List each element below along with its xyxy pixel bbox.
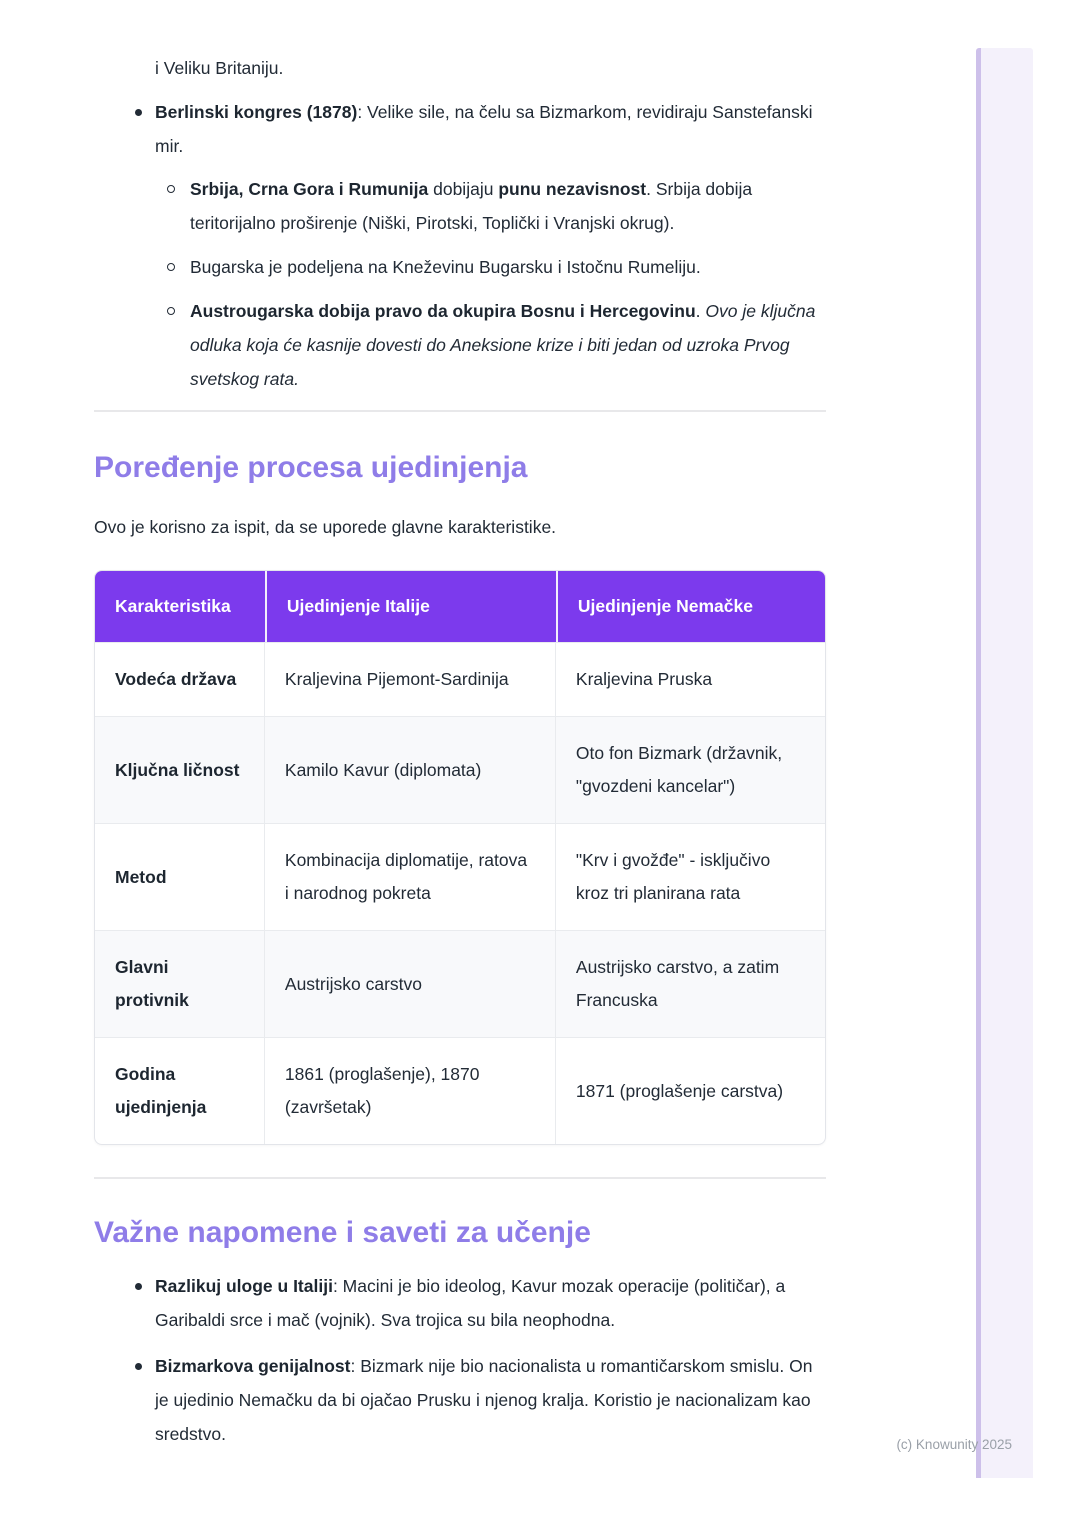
comparison-table (94, 570, 826, 1145)
comparison-intro: Ovo je korisno za ispit, da se uporede glavne karakteristike. (94, 517, 557, 537)
table-row (95, 716, 825, 823)
list-item (155, 294, 826, 396)
italy-cell: Kraljevina Pijemont-Sardinija (265, 642, 556, 716)
row-label-cell: Vodeća država (95, 642, 265, 716)
row-label-cell: Ključna ličnost (95, 716, 265, 823)
section-divider (94, 410, 826, 412)
list-item (94, 1269, 826, 1337)
row-label-cell: Glavni protivnik (95, 930, 265, 1037)
comparison-heading: Poređenje procesa ujedinjenja (94, 451, 528, 484)
continuation-text: i Veliku Britaniju. (155, 58, 284, 78)
germany-cell: Oto fon Bizmark (državnik, "gvozdeni kancelar") (556, 716, 825, 823)
congress-sublist (155, 172, 826, 396)
list-item (94, 95, 826, 396)
italy-cell: 1861 (proglašenje), 1870 (završetak) (265, 1037, 556, 1144)
table-header-cell: Ujedinjenje Nemačke (556, 571, 825, 642)
italy-cell: Kombinacija diplomatije, ratova i narodnog pokreta (265, 823, 556, 930)
section-divider (94, 1177, 826, 1179)
list-item (155, 250, 826, 284)
italy-cell: Austrijsko carstvo (265, 930, 556, 1037)
table-row (95, 642, 825, 716)
table-row (95, 930, 825, 1037)
page-content (94, 0, 826, 1463)
table-row (95, 1037, 825, 1144)
table-header-row (95, 571, 825, 642)
table-header-cell: Ujedinjenje Italije (265, 571, 556, 642)
row-label-cell: Metod (95, 823, 265, 930)
list-item-text: Srbija, Crna Gora i Rumunija dobijaju punu nezavisnost. Srbija dobija teritorijalno proširenje (Niški, Pirotski, Toplički i Vranjski okrug). (190, 179, 753, 233)
copyright-text: (c) Knowunity 2025 (896, 1437, 1012, 1452)
list-item (94, 1349, 826, 1451)
list-item-text: Berlinski kongres (1878): Velike sile, na čelu sa Bizmarkom, revidiraju Sanstefanski mir. (155, 102, 813, 156)
italy-cell: Kamilo Kavur (diplomata) (265, 716, 556, 823)
notes-list (94, 1269, 826, 1451)
table-row (95, 823, 825, 930)
page-edge-strip (976, 48, 1033, 1478)
germany-cell: Austrijsko carstvo, a zatim Francuska (556, 930, 825, 1037)
list-item-text: Austrougarska dobija pravo da okupira Bosnu i Hercegovinu. Ovo je ključna odluka koja će kasnije dovesti do Aneksione krize i biti jedan od uzroka Prvog svetskog rata. (190, 301, 816, 389)
germany-cell: "Krv i gvožđe" - isključivo kroz tri planirana rata (556, 823, 825, 930)
germany-cell: 1871 (proglašenje carstva) (556, 1037, 825, 1144)
congress-list (94, 95, 826, 396)
list-item-text: Razlikuj uloge u Italiji: Macini je bio ideolog, Kavur mozak operacije (političar), a Garibaldi srce i mač (vojnik). Sva trojica su bila neophodna. (155, 1276, 786, 1330)
list-item-text: Bugarska je podeljena na Kneževinu Bugarsku i Istočnu Rumeliju. (190, 257, 701, 277)
list-item (155, 172, 826, 240)
table-header-cell: Karakteristika (95, 571, 265, 642)
list-item-text: Bizmarkova genijalnost: Bizmark nije bio nacionalista u romantičarskom smislu. On je ujedinio Nemačku da bi ojačao Prusku i njenog kralja. Koristio je nacionalizam kao sredstvo. (155, 1356, 813, 1444)
germany-cell: Kraljevina Pruska (556, 642, 825, 716)
row-label-cell: Godina ujedinjenja (95, 1037, 265, 1144)
notes-heading: Važne napomene i saveti za učenje (94, 1216, 591, 1249)
